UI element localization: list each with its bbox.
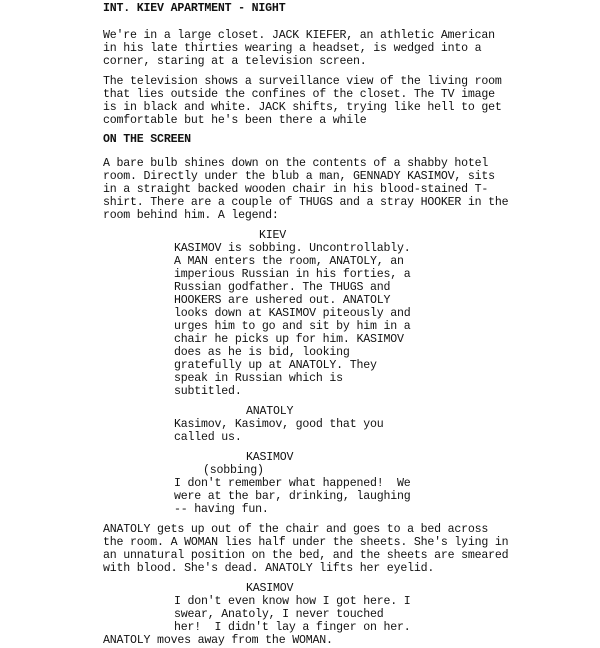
action-line: shirt. There are a couple of THUGS and a stray HOOKER in the bbox=[103, 196, 509, 209]
action-line: ANATOLY moves away from the WOMAN. bbox=[103, 634, 333, 647]
legend-line: does as he is bid, looking bbox=[174, 346, 350, 359]
action-line: We're in a large closet. JACK KIEFER, an athletic American bbox=[103, 29, 495, 42]
dialogue-line: called us. bbox=[174, 431, 242, 444]
dialogue-line: her! I didn't lay a finger on her. bbox=[174, 621, 411, 634]
action-line: in his late thirties wearing a headset, is wedged into a bbox=[103, 42, 482, 55]
action-line: room. Directly under the blub a man, GENNADY KASIMOV, sits bbox=[103, 170, 495, 183]
action-line: comfortable but he's been there a while bbox=[103, 114, 367, 127]
legend-line: A MAN enters the room, ANATOLY, an bbox=[174, 255, 404, 268]
legend-line: subtitled. bbox=[174, 385, 242, 398]
action-line: with blood. She's dead. ANATOLY lifts her eyelid. bbox=[103, 562, 435, 575]
legend-line: chair he picks up for him. KASIMOV bbox=[174, 333, 404, 346]
action-line: The television shows a surveillance view of the living room bbox=[103, 75, 502, 88]
legend-line: gratefully up at ANATOLY. They bbox=[174, 359, 377, 372]
action-line: is in black and white. JACK shifts, trying like hell to get bbox=[103, 101, 502, 114]
scene-heading: INT. KIEV APARTMENT - NIGHT bbox=[103, 2, 286, 15]
action-line: in a straight backed wooden chair in his blood-stained T- bbox=[103, 183, 489, 196]
action-line: an unnatural position on the bed, and the sheets are smeared bbox=[103, 549, 509, 562]
legend-line: HOOKERS are ushered out. ANATOLY bbox=[174, 294, 391, 307]
legend-line: KASIMOV is sobbing. Uncontrollably. bbox=[174, 242, 411, 255]
legend-line: urges him to go and sit by him in a bbox=[174, 320, 411, 333]
legend-line: looks down at KASIMOV piteously and bbox=[174, 307, 411, 320]
dialogue-line: were at the bar, drinking, laughing bbox=[174, 490, 411, 503]
action-line: corner, staring at a television screen. bbox=[103, 55, 367, 68]
action-line: room behind him. A legend: bbox=[103, 209, 279, 222]
character-name: ANATOLY bbox=[246, 405, 294, 418]
legend-line: Russian godfather. The THUGS and bbox=[174, 281, 391, 294]
dialogue-line: I don't even know how I got here. I bbox=[174, 595, 411, 608]
scene-heading: ON THE SCREEN bbox=[103, 133, 191, 146]
dialogue-line: swear, Anatoly, I never touched bbox=[174, 608, 384, 621]
character-name: KASIMOV bbox=[246, 451, 294, 464]
action-line: that lies outside the confines of the closet. The TV image bbox=[103, 88, 495, 101]
dialogue-line: I don't remember what happened! We bbox=[174, 477, 411, 490]
legend-line: speak in Russian which is bbox=[174, 372, 343, 385]
action-line: ANATOLY gets up out of the chair and goes to a bed across bbox=[103, 523, 489, 536]
dialogue-line: Kasimov, Kasimov, good that you bbox=[174, 418, 384, 431]
parenthetical: (sobbing) bbox=[203, 464, 264, 477]
action-line: the room. A WOMAN lies half under the sheets. She's lying in bbox=[103, 536, 509, 549]
legend-label: KIEV bbox=[259, 229, 287, 242]
dialogue-line: -- having fun. bbox=[174, 503, 269, 516]
legend-line: imperious Russian in his forties, a bbox=[174, 268, 411, 281]
action-line: A bare bulb shines down on the contents of a shabby hotel bbox=[103, 157, 489, 170]
character-name: KASIMOV bbox=[246, 582, 294, 595]
